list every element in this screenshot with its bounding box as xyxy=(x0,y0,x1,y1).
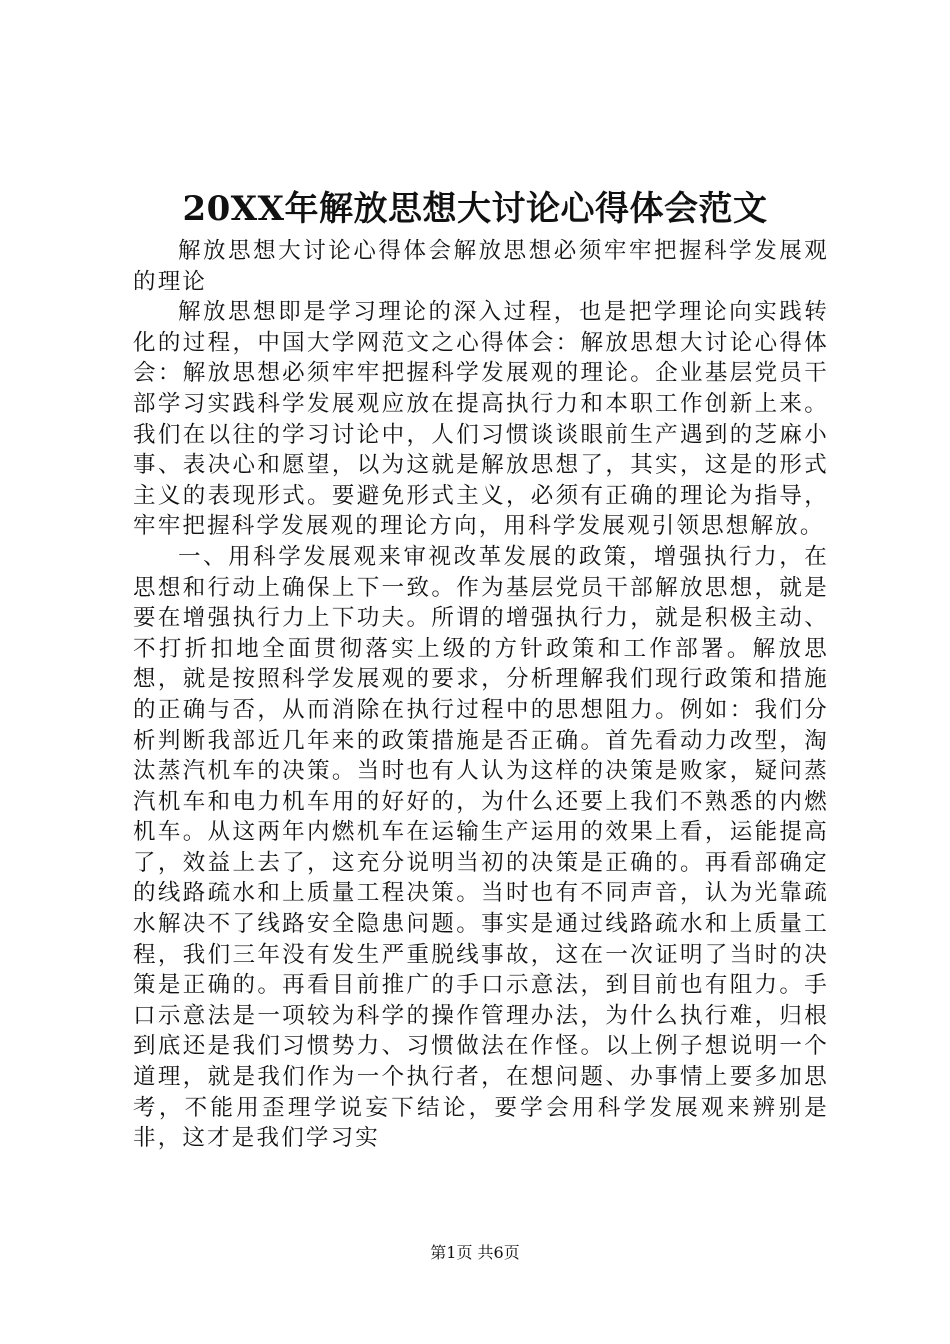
paragraph-2: 解放思想即是学习理论的深入过程，也是把学理论向实践转化的过程，中国大学网范文之心得体会：解放思想大讨论心得体会：解放思想必须牢牢把握科学发展观的理论。企业基层党员干部学习实践科学发展观应放在提高执行力和本职工作创新上来。我们在以往的学习讨论中，人们习惯谈谈眼前生产遇到的芝麻小事、表决心和愿望，以为这就是解放思想了，其实，这是的形式主义的表现形式。要避免形式主义，必须有正确的理论为指导，牢牢把握科学发展观的理论方向，用科学发展观引领思想解放。 xyxy=(133,299,829,540)
page-footer: 第1页 共6页 xyxy=(430,1243,520,1262)
document-title: 20XX年解放思想大讨论心得体会范文 xyxy=(182,189,768,229)
paragraph-1: 解放思想大讨论心得体会解放思想必须牢牢把握科学发展观的理论 xyxy=(133,238,829,295)
document-body xyxy=(133,236,829,1154)
paragraph-3: 一、用科学发展观来审视改革发展的政策，增强执行力，在思想和行动上确保上下一致。作为基层党员干部解放思想，就是要在增强执行力上下功夫。所谓的增强执行力，就是积极主动、不打折扣地全面贯彻落实上级的方针政策和工作部署。解放思想，就是按照科学发展观的要求，分析理解我们现行政策和措施的正确与否，从而消除在执行过程中的思想阻力。例如：我们分析判断我部近几年来的政策措施是否正确。首先看动力改型，淘汰蒸汽机车的决策。当时也有人认为这样的决策是败家，疑问蒸汽机车和电力机车用的好好的，为什么还要上我们不熟悉的内燃机车。从这两年内燃机车在运输生产运用的效果上看，运能提高了，效益上去了，这充分说明当初的决策是正确的。再看部确定的线路疏水和上质量工程决策。当时也有不同声音，认为光靠疏水解决不了线路安全隐患问题。事实是通过线路疏水和上质量工程，我们三年没有发生严重脱线事故，这在一次证明了当时的决策是正确的。再看目前推广的手口示意法，到目前也有阻力。手口示意法是一项较为科学的操作管理办法，为什么执行难，归根到底还是我们习惯势力、习惯做法在作怪。以上例子想说明一个道理，就是我们作为一个执行者，在想问题、办事情上要多加思考，不能用歪理学说妄下结论，要学会用科学发展观来辨别是非，这才是我们学习实 xyxy=(133,543,829,1152)
